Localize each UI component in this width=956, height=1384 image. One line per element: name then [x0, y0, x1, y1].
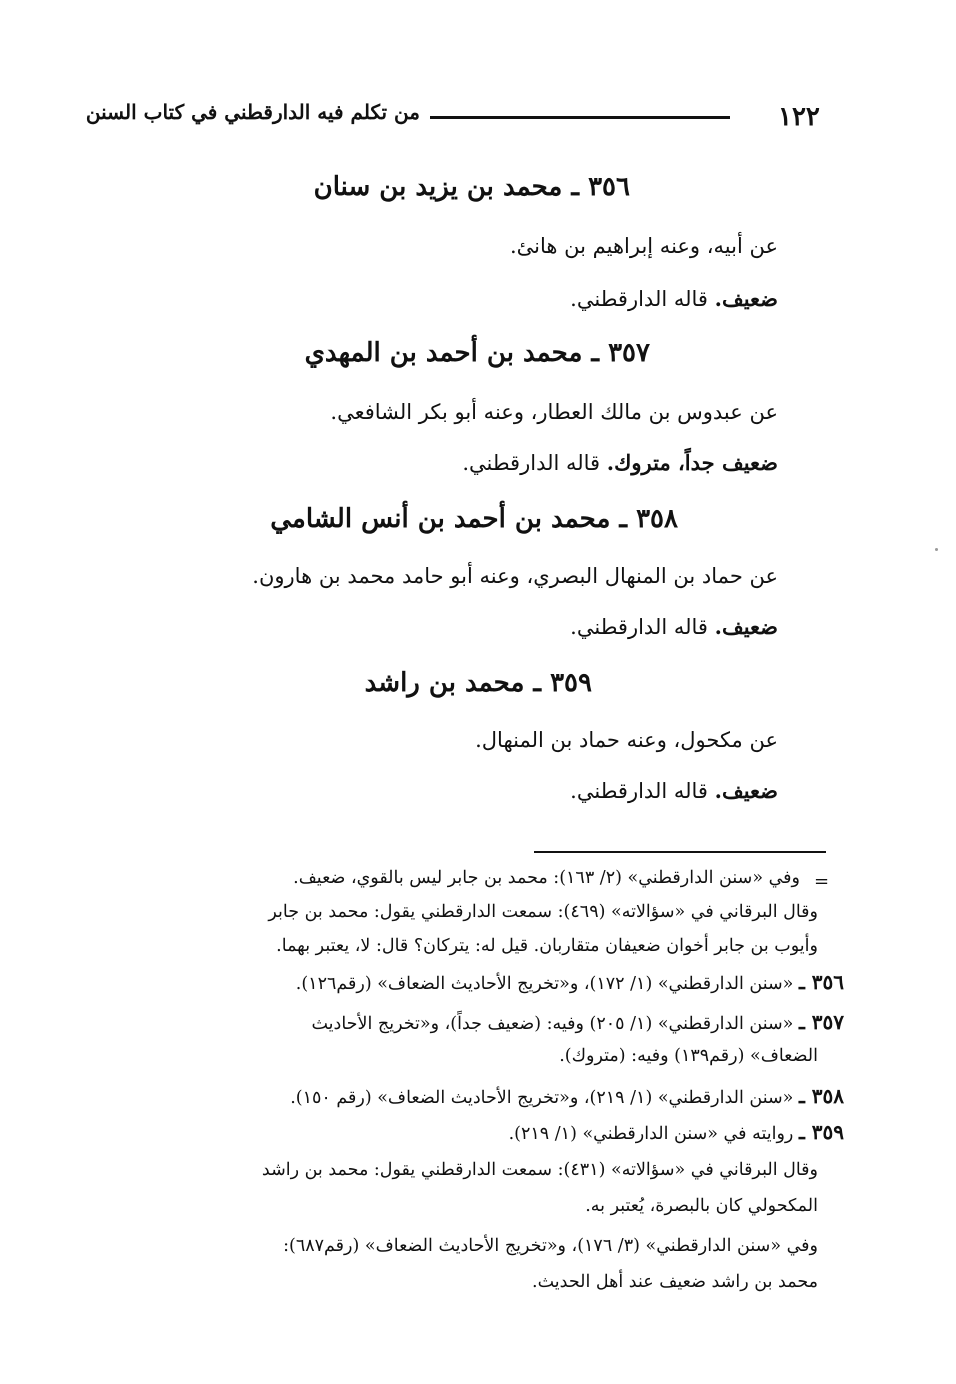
footnote-line: المكحولي كان بالبصرة، يُعتبر به. — [585, 1196, 818, 1216]
footnote-359 — [509, 1120, 844, 1144]
entry-narration-356: عن أبيه، وعنه إبراهيم بن هانئ. — [509, 234, 778, 258]
scan-speck — [935, 548, 938, 551]
page-number: ١٢٢ — [778, 102, 820, 132]
entry-grade-357 — [462, 450, 778, 475]
footnote-number: ٣٥٧ ـ — [798, 1010, 844, 1034]
footnote-line: محمد بن راشد ضعيف عند أهل الحديث. — [532, 1272, 818, 1292]
entry-title-357: ٣٥٧ ـ محمد بن أحمد بن المهدي — [304, 338, 650, 368]
footnote-number: ٣٥٦ ـ — [798, 970, 844, 994]
grade-source: قاله الدارقطني. — [570, 779, 715, 803]
entry-narration-359: عن مكحول، وعنه حماد بن المنهال. — [475, 728, 778, 752]
footnote-356 — [296, 970, 844, 994]
footnote-line: الضعاف» (رقم١٣٩) وفيه: (متروك). — [559, 1046, 818, 1066]
entry-title-359: ٣٥٩ ـ محمد بن راشد — [364, 668, 592, 698]
footnote-line: وقال البرقاني في «سؤالاته» (٤٣١): سمعت الدارقطني يقول: محمد بن راشد — [261, 1160, 818, 1180]
footnote-number: ٣٥٨ ـ — [798, 1084, 844, 1108]
grade-word: ضعيف. — [714, 614, 778, 639]
entry-narration-357: عن عبدوس بن مالك العطار، وعنه أبو بكر الشافعي. — [330, 400, 778, 424]
grade-word: ضعيف جداً، متروك. — [606, 450, 778, 475]
footnote-357 — [312, 1010, 845, 1034]
footnote-number: ٣٥٩ ـ — [798, 1120, 844, 1144]
footnote-continuation-mark: = — [814, 871, 830, 892]
grade-source: قاله الدارقطني. — [462, 451, 607, 475]
header-rule — [430, 116, 730, 119]
grade-source: قاله الدارقطني. — [570, 615, 715, 639]
grade-source: قاله الدارقطني. — [570, 287, 715, 311]
footnote-text: روايته في «سنن الدارقطني» (١/ ٢١٩). — [508, 1124, 799, 1144]
footnote-text: «سنن الدارقطني» (١/ ١٧٢)، و«تخريج الأحاديث الضعاف» (رقم١٢٦). — [295, 974, 799, 994]
grade-word: ضعيف. — [714, 286, 778, 311]
entry-narration-358: عن حماد بن المنهال البصري، وعنه أبو حامد محمد بن هارون. — [252, 564, 778, 588]
entry-grade-358 — [570, 614, 778, 639]
grade-word: ضعيف. — [714, 778, 778, 803]
footnote-358 — [290, 1084, 844, 1108]
entry-grade-359 — [570, 778, 778, 803]
entry-title-358: ٣٥٨ ـ محمد بن أحمد بن أنس الشامي — [270, 504, 678, 534]
entry-title-356: ٣٥٦ ـ محمد بن يزيد بن سنان — [313, 172, 630, 202]
footnote-line: وفي «سنن الدارقطني» (٣/ ١٧٦)، و«تخريج الأحاديث الضعاف» (رقم٦٨٧): — [283, 1236, 818, 1256]
footnote-line: وأيوب بن جابر أخوان ضعيفان متقاربان. قيل له: يتركان؟ قال: لا، يعتبر بهما. — [276, 936, 818, 956]
entry-grade-356 — [570, 286, 778, 311]
footnote-text: «سنن الدارقطني» (١/ ٢٠٥) وفيه: (ضعيف جداً)، و«تخريج الأحاديث — [311, 1014, 799, 1034]
footnote-text: «سنن الدارقطني» (١/ ٢١٩)، و«تخريج الأحاديث الضعاف» (رقم ١٥٠). — [290, 1088, 799, 1108]
running-title: من تكلم فيه الدارقطني في كتاب السنن — [85, 100, 420, 124]
footnote-rule — [534, 851, 826, 853]
footnote-line: وفي «سنن الدارقطني» (٢/ ١٦٣): محمد بن جابر ليس بالقوي، ضعيف. — [293, 868, 800, 888]
footnote-line: وقال البرقاني في «سؤالاته» (٤٦٩): سمعت الدارقطني يقول: محمد بن جابر — [268, 902, 818, 922]
